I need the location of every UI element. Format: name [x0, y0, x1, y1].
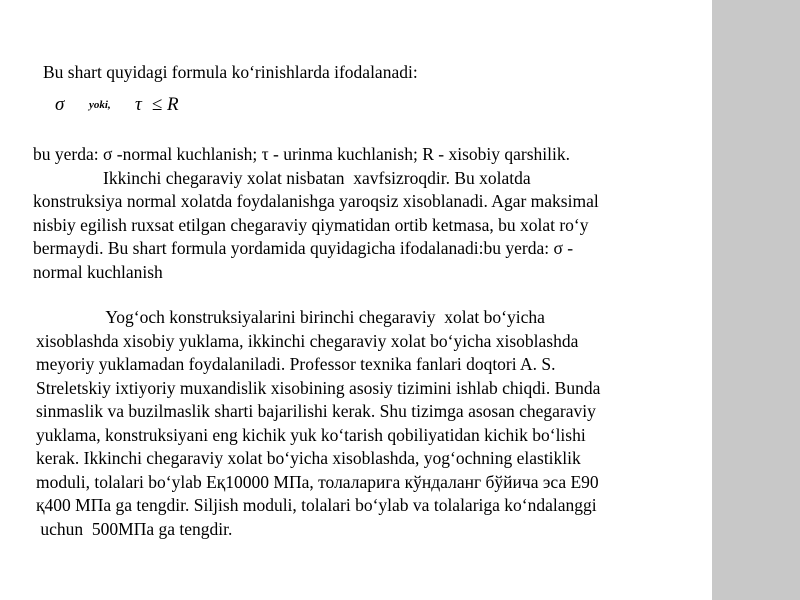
paragraph-1-line: bermaydi. Bu shart formula yordamida quyidagicha ifodalanadi:bu yerda: σ - [33, 238, 574, 258]
formula-leq: ≤ [152, 94, 163, 115]
formula-r: R [167, 94, 179, 115]
paragraph-1-line: Ikkinchi chegaraviy xolat nisbatan xavfsizroqdir. Bu xolatda [33, 167, 531, 188]
formula-yoki: yoki, [89, 99, 111, 111]
paragraph-2-line: қ400 МПа ga tengdir. Siljish moduli, tolalari bo‘ylab va tolalariga ko‘ndalanggi [36, 495, 597, 515]
formula-sigma: σ [55, 94, 65, 115]
paragraph-1-line: nisbiy egilish ruxsat etilgan chegaraviy qiymatidan ortib ketmasa, bu xolat ro‘y [33, 214, 589, 235]
paragraph-2-line: meyoriy yuklamadan foydalaniladi. Professor texnika fanlari doqtori A. S. [36, 354, 556, 374]
paragraph-2-line: kerak. Ikkinchi chegaraviy xolat bo‘yicha xisoblashda, yog‘ochning elastiklik [36, 448, 581, 468]
side-band [712, 0, 800, 600]
paragraph-1 [33, 143, 698, 284]
paragraph-1-line: normal kuchlanish [33, 261, 163, 282]
paragraph-1-line: bu yerda: σ -normal kuchlanish; τ - urinma kuchlanish; R - xisobiy qarshilik. [33, 144, 570, 164]
paragraph-2-line: sinmaslik va buzilmaslik sharti bajarilishi kerak. Shu tizimga asosan chegaraviy [36, 401, 596, 421]
paragraph-2 [36, 306, 701, 541]
paragraph-2-line: moduli, tolalari bo‘ylab Eқ10000 МПа, толаларига кўндаланг бўйича эса E90 [36, 471, 599, 492]
paragraph-2-line: xisoblashda xisobiy yuklama, ikkinchi chegaraviy xolat bo‘yicha xisoblashda [36, 330, 579, 351]
paragraph-2-line: yuklama, konstruksiyani eng kichik yuk ko‘tarish qobiliyatidan kichik bo‘lishi [36, 424, 586, 445]
intro-text: Bu shart quyidagi formula ko‘rinishlarda ifodalanadi: [43, 62, 418, 82]
paragraph-2-line: uchun 500МПа ga tengdir. [36, 518, 233, 539]
formula-tau: τ [135, 94, 142, 115]
paragraph-2-line: Yog‘och konstruksiyalarini birinchi chegaraviy xolat bo‘yicha [36, 307, 545, 327]
paragraph-1-line: konstruksiya normal xolatda foydalanishga yaroqsiz xisoblanadi. Agar maksimal [33, 191, 599, 211]
paragraph-2-line: Streletskiy ixtiyoriy muxandislik xisobining asosiy tizimini ishlab chiqdi. Bunda [36, 377, 601, 398]
